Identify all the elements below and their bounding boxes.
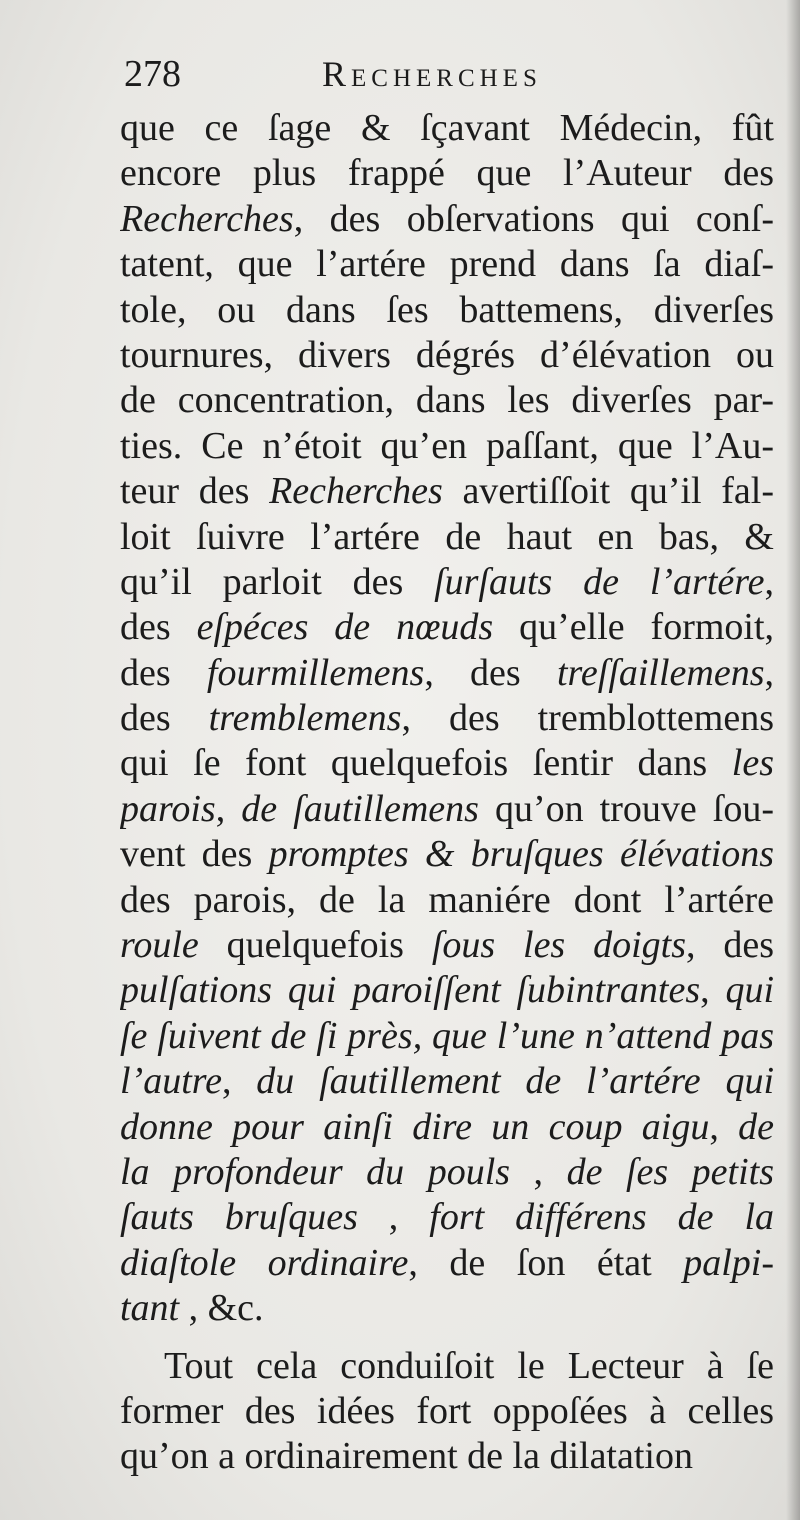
- italic-run: l’autre: [120, 1060, 223, 1103]
- text-line: [120, 333, 774, 378]
- text-run: des: [120, 697, 209, 740]
- text-run: ,: [764, 651, 774, 694]
- text-run: tournures, divers dégrés d’élévation ou: [120, 333, 774, 376]
- text-line: [120, 288, 774, 333]
- italic-run: Recherches: [120, 197, 294, 240]
- text-run: ,: [700, 969, 726, 1012]
- running-head: Recherches: [322, 54, 542, 94]
- text-run: , de ſon état: [408, 1241, 684, 1284]
- text-line: [120, 1105, 774, 1150]
- text-line: [120, 968, 774, 1013]
- text-run: que ce ſage & ſçavant Médecin, fût: [120, 107, 774, 149]
- italic-run: eſpéces de nœuds: [196, 606, 494, 649]
- italic-run: diaſtole ordinaire: [120, 1241, 409, 1284]
- text-run: encore plus frappé que l’Auteur des: [120, 152, 774, 195]
- text-line: [120, 1434, 774, 1479]
- text-line: [120, 1014, 774, 1059]
- italic-run: du ſautillement de l’artére qui: [256, 1060, 774, 1103]
- paragraph: [120, 1344, 774, 1480]
- text-run: , des: [424, 651, 557, 694]
- text-line: [120, 741, 774, 786]
- text-run: des: [120, 651, 207, 694]
- text-run: des parois, de la maniére dont l’artére: [120, 878, 774, 921]
- text-run: ,: [357, 1196, 430, 1239]
- text-run: qu’elle formoit,: [493, 606, 774, 649]
- text-line: [120, 1286, 774, 1331]
- italic-run: la profondeur du pouls: [120, 1150, 511, 1193]
- text-run: ties. Ce n’étoit qu’en paſſant, que l’Au-: [120, 424, 774, 467]
- text-line: [120, 923, 774, 968]
- text-run: teur des: [120, 470, 270, 513]
- text-run: qu’on a ordinairement de la dilatation: [120, 1435, 693, 1478]
- italic-run: parois: [120, 787, 216, 830]
- italic-run: promptes & bruſques élévations: [268, 833, 774, 876]
- italic-run: ſauts bruſques: [120, 1196, 358, 1239]
- italic-run: palpi-: [683, 1241, 774, 1284]
- text-line: [120, 197, 774, 242]
- text-run: de concentration, dans les diverſes par-: [120, 379, 774, 422]
- text-line: [120, 1241, 774, 1286]
- text-run: former des idées fort oppoſées à celles: [120, 1389, 774, 1432]
- italic-run: tremblemens: [208, 697, 402, 740]
- text-line: [120, 832, 774, 877]
- text-line: [120, 696, 774, 741]
- italic-run: qui: [725, 969, 774, 1012]
- text-run: des: [120, 606, 197, 649]
- text-line: [120, 1389, 774, 1434]
- text-line: [120, 515, 774, 560]
- text-run: qu’on trouve ſou-: [478, 787, 774, 830]
- page-header: [124, 50, 784, 98]
- text-line: [120, 469, 774, 514]
- text-run: ,: [215, 787, 242, 830]
- text-run: ,: [222, 1060, 257, 1103]
- text-run: ,: [510, 1150, 567, 1193]
- text-line: [120, 1059, 774, 1104]
- text-line: [120, 1150, 774, 1195]
- text-run: qui ſe font quelquefois ſentir dans: [120, 742, 732, 785]
- italic-run: de ſes petits: [566, 1150, 774, 1193]
- text-line: [120, 787, 774, 832]
- text-run: ,: [764, 560, 774, 603]
- italic-run: donne pour ainſi dire un coup aigu: [120, 1105, 710, 1148]
- text-line: [120, 242, 774, 287]
- italic-run: ſurſauts de l’artére: [434, 560, 765, 603]
- text-run: Tout cela conduiſoit le Lecteur à ſe: [164, 1344, 774, 1387]
- text-run: quelquefois: [198, 924, 432, 967]
- text-run: ,: [709, 1105, 739, 1148]
- italic-run: fourmillemens: [206, 651, 425, 694]
- text-run: avertiſſoit qu’il fal-: [442, 470, 774, 513]
- italic-run: treſſaillemens: [556, 651, 765, 694]
- italic-run: pulſations qui paroiſſent ſubintrantes: [120, 969, 701, 1012]
- text-line: [120, 378, 774, 423]
- text-run: vent des: [120, 833, 269, 876]
- italic-run: Recherches: [269, 470, 443, 513]
- italic-run: ſe ſuivent de ſi près, que l’une n’attend pas: [120, 1014, 774, 1057]
- text-run: tatent, que l’artére prend dans ſa diaſ-: [120, 243, 774, 286]
- italic-run: de: [738, 1105, 774, 1148]
- page-edge-shadow: [786, 0, 800, 1520]
- text-run: , des tremblottemens: [401, 697, 774, 740]
- text-line: [120, 560, 774, 605]
- text-line: [120, 424, 774, 469]
- text-line: [120, 878, 774, 923]
- italic-run: de ſautillemens: [241, 787, 479, 830]
- text-line: [120, 1344, 774, 1389]
- italic-run: les: [731, 742, 774, 785]
- text-run: tole, ou dans ſes battemens, diverſes: [120, 288, 774, 331]
- body-text: [120, 106, 774, 1480]
- page-number: 278: [124, 53, 181, 95]
- text-run: , des obſervations qui conſ-: [293, 197, 774, 240]
- text-line: [120, 1195, 774, 1240]
- italic-run: fort différens de la: [429, 1196, 774, 1239]
- italic-run: ſous les doigts: [431, 924, 686, 967]
- text-run: qu’il parloit des: [120, 560, 435, 603]
- italic-run: tant: [120, 1287, 180, 1330]
- paragraph-gap: [120, 1332, 774, 1344]
- italic-run: roule: [120, 924, 199, 967]
- text-line: [120, 106, 774, 151]
- text-run: , des: [685, 924, 774, 967]
- paragraph: [120, 106, 774, 1332]
- text-line: [120, 651, 774, 696]
- text-run: , &c.: [179, 1287, 264, 1330]
- text-run: loit ſuivre l’artére de haut en bas, &: [120, 515, 774, 558]
- text-line: [120, 605, 774, 650]
- text-line: [120, 151, 774, 196]
